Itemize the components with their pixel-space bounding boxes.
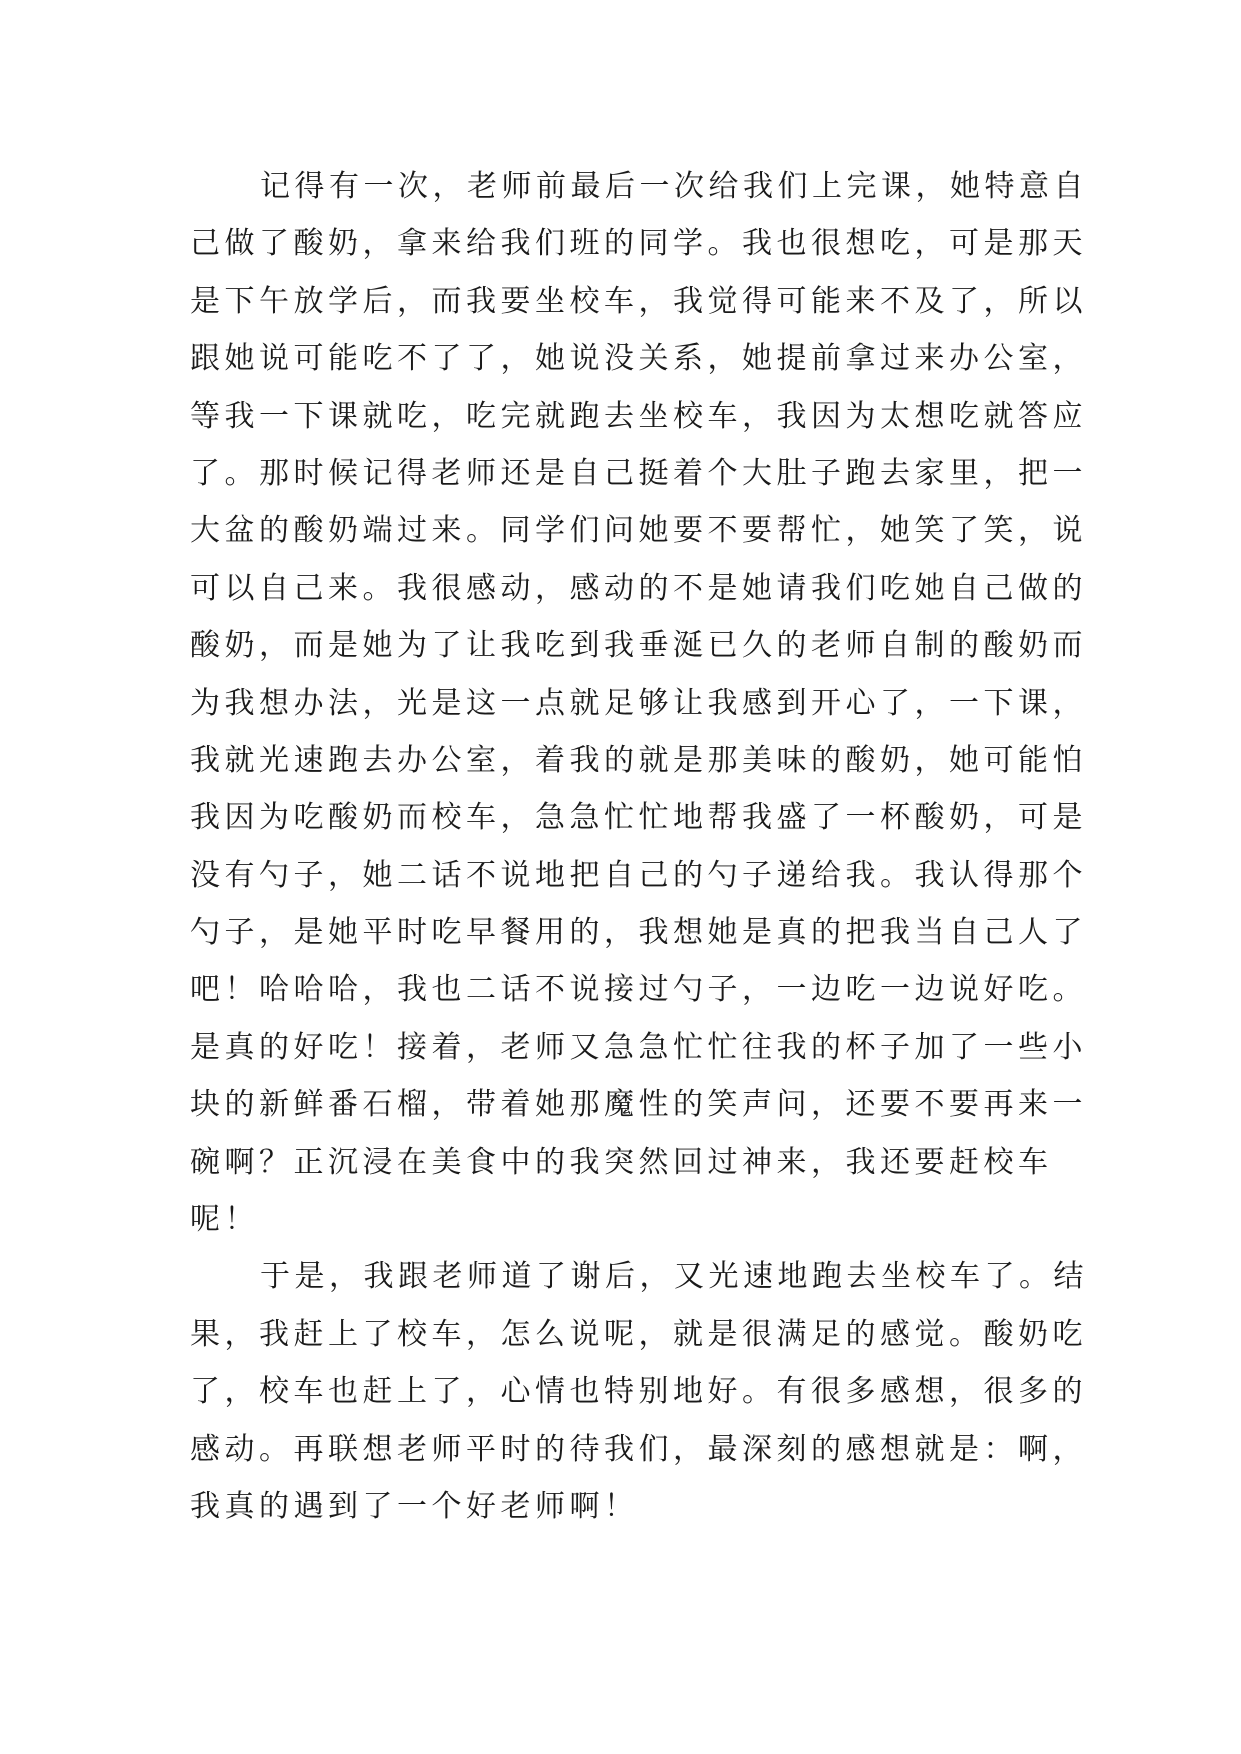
paragraph-line: 我就光速跑去办公室，着我的就是那美味的酸奶，她可能怕 <box>190 742 1087 778</box>
paragraph-line: 了。那时候记得老师还是自己挺着个大肚子跑去家里，把一 <box>190 455 1087 491</box>
paragraph-line: 为我想办法，光是这一点就足够让我感到开心了，一下课， <box>190 685 1087 721</box>
paragraph-line: 我因为吃酸奶而校车，急急忙忙地帮我盛了一杯酸奶，可是 <box>190 800 1087 836</box>
paragraph-line: 可以自己来。我很感动，感动的不是她请我们吃她自己做的 <box>190 570 1087 606</box>
paragraph-line: 己做了酸奶，拿来给我们班的同学。我也很想吃，可是那天 <box>190 226 1087 262</box>
paragraph-line: 于是，我跟老师道了谢后，又光速地跑去坐校车了。结 <box>260 1259 1088 1295</box>
paragraph-2 <box>190 1248 1088 1535</box>
paragraph-line: 跟她说可能吃不了了，她说没关系，她提前拿过来办公室， <box>190 341 1087 377</box>
essay-body <box>190 158 1088 1535</box>
paragraph-line: 是真的好吃！接着，老师又急急忙忙往我的杯子加了一些小 <box>190 1029 1087 1065</box>
paragraph-line: 碗啊？正沉浸在美食中的我突然回过神来，我还要赶校车 <box>190 1144 1053 1180</box>
paragraph-line: 等我一下课就吃，吃完就跑去坐校车，我因为太想吃就答应 <box>190 398 1087 434</box>
paragraph-line: 勺子，是她平时吃早餐用的，我想她是真的把我当自己人了 <box>190 915 1087 951</box>
paragraph-line: 块的新鲜番石榴，带着她那魔性的笑声问，还要不要再来一 <box>190 1087 1087 1123</box>
paragraph-line: 我真的遇到了一个好老师啊！ <box>190 1488 639 1524</box>
paragraph-line: 大盆的酸奶端过来。同学们问她要不要帮忙，她笑了笑，说 <box>190 513 1087 549</box>
paragraph-line: 记得有一次，老师前最后一次给我们上完课，她特意自 <box>260 169 1088 204</box>
paragraph-line: 了，校车也赶上了，心情也特别地好。有很多感想，很多的 <box>190 1374 1087 1410</box>
paragraph-line: 果，我赶上了校车，怎么说呢，就是很满足的感觉。酸奶吃 <box>190 1316 1087 1352</box>
paragraph-line: 没有勺子，她二话不说地把自己的勺子递给我。我认得那个 <box>190 857 1087 893</box>
paragraph-line: 呢！ <box>190 1202 259 1238</box>
paragraph-line: 酸奶，而是她为了让我吃到我垂涎已久的老师自制的酸奶而 <box>190 628 1087 664</box>
paragraph-1 <box>190 158 1088 1248</box>
paragraph-line: 感动。再联想老师平时的待我们，最深刻的感想就是：啊， <box>190 1431 1087 1467</box>
paragraph-line: 吧！哈哈哈，我也二话不说接过勺子，一边吃一边说好吃。 <box>190 972 1087 1008</box>
paragraph-line: 是下午放学后，而我要坐校车，我觉得可能来不及了，所以 <box>190 283 1087 319</box>
